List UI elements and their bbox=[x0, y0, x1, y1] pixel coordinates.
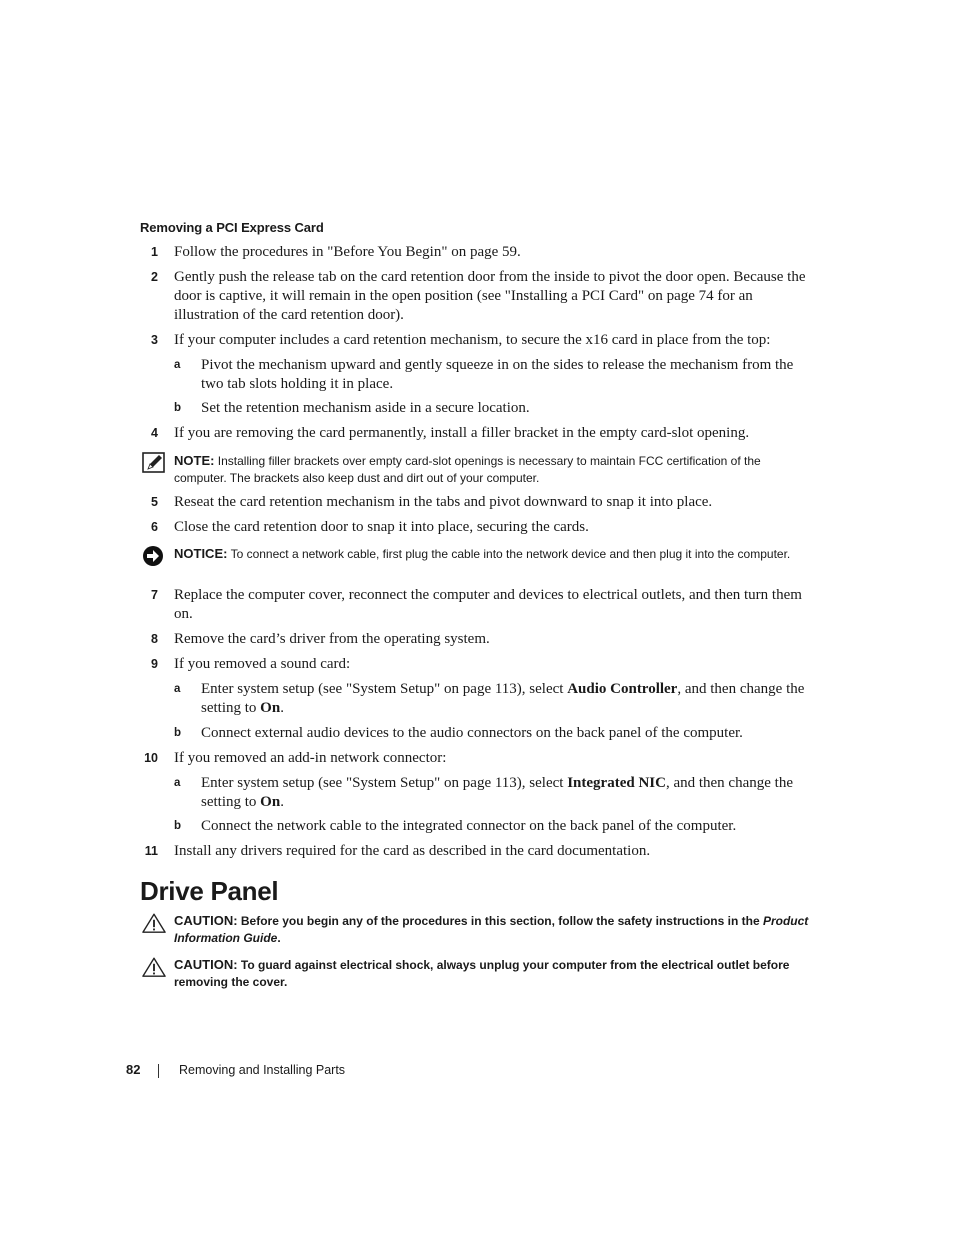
setting-value: On bbox=[260, 794, 281, 810]
footer-chapter-title: Removing and Installing Parts bbox=[179, 1063, 346, 1077]
text-run: , and then change the setting to bbox=[201, 775, 793, 810]
step-number: 6 bbox=[151, 520, 158, 534]
warning-triangle-icon bbox=[142, 912, 166, 934]
warning-triangle-icon bbox=[142, 956, 166, 978]
step-text: Install any drivers required for the card as described in the card documentation. bbox=[174, 843, 651, 859]
caution-body: Before you begin any of the procedures in this section, follow the safety instructions in the bbox=[237, 914, 763, 928]
substep-letter: b bbox=[174, 727, 182, 739]
substep-letter: a bbox=[174, 777, 181, 789]
notice-body: To connect a network cable, first plug the cable into the network device and then plug it into the computer. bbox=[227, 547, 791, 561]
substep-letter: a bbox=[174, 683, 181, 695]
step-number: 10 bbox=[144, 751, 158, 765]
note-text bbox=[174, 452, 814, 487]
caution-body-end: . bbox=[277, 931, 281, 945]
text-run: Enter system setup (see "System Setup" on page 113), select bbox=[201, 681, 568, 697]
step-text: Replace the computer cover, reconnect the computer and devices to electrical outlets, and then turn them on. bbox=[174, 587, 802, 622]
step-number: 2 bbox=[151, 270, 158, 284]
step-text: If you removed a sound card: bbox=[174, 656, 351, 672]
caution-text bbox=[174, 956, 814, 991]
substep-text: Pivot the mechanism upward and gently squeeze in on the sides to release the mechanism from the two tab slots holding it in place. bbox=[201, 357, 794, 392]
substep-text: Connect the network cable to the integrated connector on the back panel of the computer. bbox=[201, 818, 737, 834]
substep-text: Connect external audio devices to the audio connectors on the back panel of the computer. bbox=[201, 725, 743, 741]
step-number: 7 bbox=[151, 588, 158, 602]
step-text: If you are removing the card permanently, install a filler bracket in the empty card-slot opening. bbox=[174, 425, 750, 441]
caution-text bbox=[174, 912, 814, 947]
notice-label: NOTICE: bbox=[174, 546, 228, 561]
step-text: If your computer includes a card retention mechanism, to secure the x16 card in place from the top: bbox=[174, 332, 771, 348]
text-run: . bbox=[280, 794, 284, 810]
document-title: Product Information Guide bbox=[174, 914, 809, 945]
step-number: 3 bbox=[151, 333, 158, 347]
step-text: Follow the procedures in "Before You Begin" on page 59. bbox=[174, 244, 521, 260]
note-label: NOTE: bbox=[174, 453, 215, 468]
caution-label: CAUTION: bbox=[174, 913, 238, 928]
step-number: 9 bbox=[151, 657, 158, 671]
pencil-note-icon bbox=[142, 452, 166, 474]
substep-letter: a bbox=[174, 359, 181, 371]
step-text: Gently push the release tab on the card retention door from the inside to pivot the door open. Because the door is captive, it will remain in the open position (see "Installing a PCI Card" on page 74 for an illustration of the card retention door). bbox=[174, 269, 806, 323]
substep-letter: b bbox=[174, 820, 182, 832]
note-body: Installing filler brackets over empty card-slot openings is necessary to maintain FCC certification of the computer. The brackets also keep dust and dirt out of your computer. bbox=[174, 454, 761, 485]
page-heading: Drive Panel bbox=[140, 876, 279, 906]
section-heading: Removing a PCI Express Card bbox=[140, 220, 324, 235]
step-text: Remove the card’s driver from the operating system. bbox=[174, 631, 490, 647]
menu-item-name: Audio Controller bbox=[567, 681, 678, 697]
menu-item-name: Integrated NIC bbox=[567, 775, 666, 791]
step-number: 8 bbox=[151, 632, 158, 646]
step-text: If you removed an add-in network connector: bbox=[174, 750, 447, 766]
step-number: 5 bbox=[151, 495, 158, 509]
text-run: . bbox=[280, 700, 284, 716]
text-run: , and then change the setting to bbox=[201, 681, 805, 716]
step-number: 11 bbox=[144, 844, 158, 858]
notice-text bbox=[174, 545, 814, 563]
caution-body: To guard against electrical shock, always unplug your computer from the electrical outlet before removing the cover. bbox=[174, 958, 790, 989]
step-number: 4 bbox=[151, 426, 158, 440]
step-text: Close the card retention door to snap it into place, securing the cards. bbox=[174, 519, 589, 535]
substep-letter: b bbox=[174, 402, 182, 414]
caution-label: CAUTION: bbox=[174, 957, 238, 972]
footer-divider bbox=[158, 1064, 159, 1078]
step-text: Reseat the card retention mechanism in the tabs and pivot downward to snap it into place. bbox=[174, 494, 713, 510]
page-number: 82 bbox=[126, 1062, 141, 1077]
arrow-circle-notice-icon bbox=[142, 545, 166, 567]
step-number: 1 bbox=[151, 245, 158, 259]
substep-text: Set the retention mechanism aside in a secure location. bbox=[201, 400, 530, 416]
setting-value: On bbox=[260, 700, 281, 716]
text-run: Enter system setup (see "System Setup" on page 113), select bbox=[201, 775, 568, 791]
substep-text bbox=[201, 680, 816, 718]
substep-text bbox=[201, 774, 816, 812]
